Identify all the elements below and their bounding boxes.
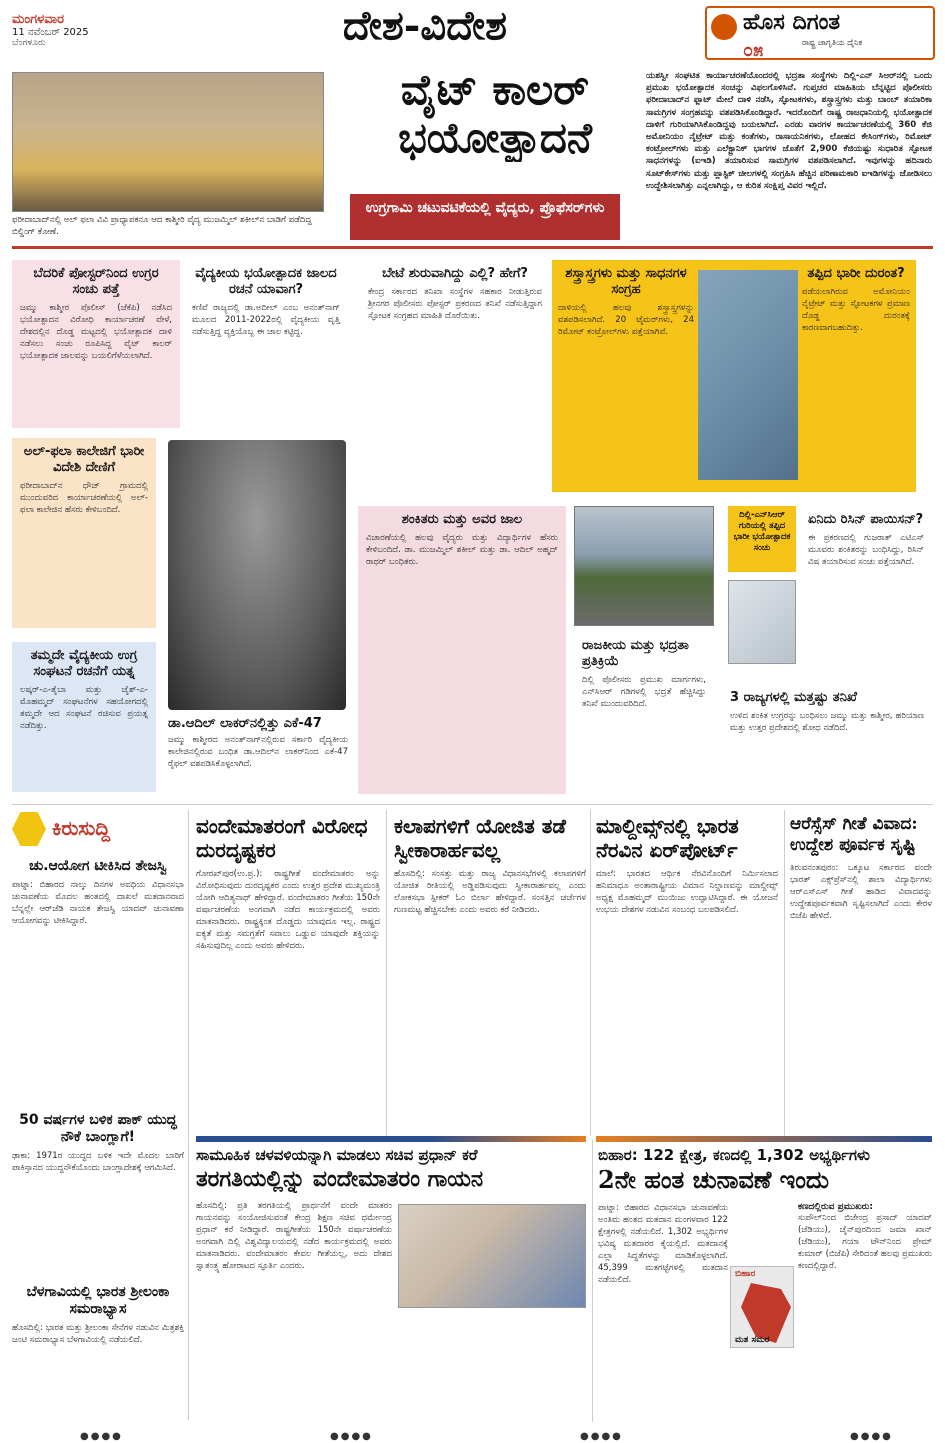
story-kalapani-title: ಕಲಾಪಗಳಿಗೆ ಯೋಜಿತ ತಡೆ ಸ್ವೀಕಾರಾರ್ಹವಲ್ಲ bbox=[394, 814, 566, 862]
box-miss-text: ಪಡೆಯಲಾಗಿರುವ ಅಮೋನಿಯಂ ನೈಟ್ರೇಟ್ ಮತ್ತು ಸ್ಫೋಟಕಗಳ ಪ್ರಮಾಣ ದೊಡ್ಡ ದುರಂತಕ್ಕೆ ಕಾರಣವಾಗಬಹುದಿತ್ತು. bbox=[802, 287, 910, 333]
reg-mark-2: ●●●● bbox=[330, 1431, 373, 1442]
kirusuddi-item-3-text: ಹೊಸದಿಲ್ಲಿ: ಭಾರತ ಮತ್ತು ಶ್ರೀಲಂಕಾ ಸೇನೆಗಳ ನಡುವಿನ ಮಿತ್ರಶಕ್ತಿ ಜಂಟಿ ಸಮರಾಭ್ಯಾಸ ಬೆಳಗಾವಿಯಲ್ಲಿ ನಡೆಯಲಿದೆ. bbox=[12, 1323, 184, 1345]
box-politics-text: ದಿಲ್ಲಿ ಪೊಲೀಸರು ಪ್ರಮುಖ ಮಾರ್ಗಗಳು, ಎನ್‌ಸಿಆರ್ ಗಡಿಗಳಲ್ಲಿ ಭದ್ರತೆ ಹೆಚ್ಚಿಸಿದ್ದು ತನಿಖೆ ಮುಂದುವರಿದಿದೆ. bbox=[582, 675, 706, 709]
miss-block bbox=[802, 266, 910, 334]
story-vande-opp-text: ಗೋರಖ್‌ಪುರ(ಉ.ಪ್ರ.): ರಾಷ್ಟ್ರಗೀತೆ ವಂದೇಮಾತರಂ ಅನ್ನು ವಿರೋಧಿಸುವುದು ದುರದೃಷ್ಟಕರ ಎಂದು ಉತ್ತರ ಪ್ರದೇಶ ಮುಖ್ಯಮಂತ್ರಿ ಯೋಗಿ ಆದಿತ್ಯನಾಥ್ ಹೇಳಿದ್ದಾರೆ. ವಂದೇಮಾತರಂ ಗೀತೆಯ 150ನೇ ವರ್ಷಾಚರಣೆಯ ಅಂಗವಾಗಿ ನಡೆದ ಕಾರ್ಯಕ್ರಮದಲ್ಲಿ ಅವರು ಮಾತನಾಡಿದರು. ರಾಷ್ಟ್ರಕ್ಕಿಂತ ದೊಡ್ಡದು ಯಾವುದೂ ಇಲ್ಲ. ರಾಷ್ಟ್ರದ ಐಕ್ಯತೆ ಮತ್ತು ಸಮಗ್ರತೆಗೆ ಸವಾಲು ಒಡ್ಡುವ ಯಾವುದೇ ಶಕ್ತಿಯನ್ನು ಸಹಿಸುವುದಿಲ್ಲ ಎಂದು ಅವರು ಹೇಳಿದರು. bbox=[196, 869, 380, 951]
bihar-bar bbox=[596, 1136, 932, 1142]
lead-headline-line-1: ವೈಟ್ ಕಾಲರ್ bbox=[400, 66, 590, 114]
box-posters bbox=[12, 260, 180, 428]
box-alfalah bbox=[12, 438, 156, 628]
kirusuddi-item-2 bbox=[12, 1112, 184, 1246]
bihar-map-label-2: ಮತ ಸಮರ bbox=[735, 1335, 770, 1345]
story-vande-class-line-1: ಸಾಮೂಹಿಕ ಚಳವಳಿಯನ್ನಾಗಿ ಮಾಡಲು ಸಚಿವ ಪ್ರಧಾನ್ ಕರೆ bbox=[196, 1146, 478, 1164]
box-three-states-text: ಉಳಿದ ಶಂಕಿತ ಉಗ್ರರನ್ನು ಬಂಧಿಸಲು ಜಮ್ಮು ಮತ್ತು ಕಾಶ್ಮೀರ, ಹರಿಯಾಣ ಮತ್ತು ಉತ್ತರ ಪ್ರದೇಶದಲ್ಲಿ ಶೋಧ ನಡೆದಿದೆ. bbox=[730, 711, 924, 733]
box-where-title: ಬೇಟೆ ಶುರುವಾಗಿದ್ದು ಎಲ್ಲಿ? ಹೇಗೆ? bbox=[382, 266, 528, 281]
kirusuddi-item-1-title: ಚು.ಆಯೋಗ ಟೀಕಿಸಿದ ತೇಜಸ್ವಿ bbox=[29, 858, 167, 874]
story-maldives-title: ಮಾಲ್ದೀವ್ಸ್‌ನಲ್ಲಿ ಭಾರತ ನೆರವಿನ ಏರ್‌ಪೋರ್ಟ್ bbox=[596, 814, 739, 862]
box-politics-title: ರಾಜಕೀಯ ಮತ್ತು ಭದ್ರತಾ ಪ್ರತಿಕ್ರಿಯೆ bbox=[582, 638, 689, 669]
story-vande-opp bbox=[196, 814, 380, 1136]
kirusuddi-label: ಕಿರುಸುದ್ದಿ bbox=[52, 816, 111, 840]
box-alfalah-title: ಅಲ್-ಫಲಾ ಕಾಲೇಜಿಗೆ ಭಾರೀ ವಿದೇಶಿ ದೇಣಿಗೆ bbox=[23, 444, 145, 475]
col-rule-2 bbox=[386, 810, 387, 1136]
kirusuddi-banner bbox=[12, 812, 187, 852]
box-doctors bbox=[12, 642, 156, 792]
story-rss-title: ಆರೆಸ್ಸೆಸ್ ಗೀತೆ ವಿವಾದ: ಉದ್ದೇಶ ಪೂರ್ವಕ ಸೃಷ್ಟಿ bbox=[790, 814, 918, 855]
story-vande-class-text: ಹೊಸದಿಲ್ಲಿ: ಪ್ರತಿ ತರಗತಿಯಲ್ಲಿ ಪ್ರಾರ್ಥನೆಗೆ ವಂದೇ ಮಾತರಂ ಗಾಯನವನ್ನು ಸಂಯೋಜಿಸುವಂತೆ ಕೇಂದ್ರ ಶಿಕ್ಷಣ ಸಚಿವ ಧರ್ಮೇಂದ್ರ ಪ್ರಧಾನ್ ಕರೆ ನೀಡಿದ್ದಾರೆ. ರಾಷ್ಟ್ರಗೀತೆಯ 150ನೇ ವರ್ಷಾಚರಣೆಯ ಅಂಗವಾಗಿ ದಿಲ್ಲಿ ವಿಶ್ವವಿದ್ಯಾಲಯದಲ್ಲಿ ನಡೆದ ಕಾರ್ಯಕ್ರಮದಲ್ಲಿ ಅವರು ಮಾತನಾಡಿದರು. ವಂದೇಮಾತರಂ ಕೇವಲ ಗೀತೆಯಲ್ಲ, ಅದು ದೇಶದ ಸ್ವಾತಂತ್ರ್ಯ ಹೋರಾಟದ ಸ್ಫೂರ್ತಿ ಎಂದರು. bbox=[196, 1201, 392, 1271]
divider bbox=[12, 246, 933, 249]
box-three-states-title: 3 ರಾಜ್ಯಗಳಲ್ಲಿ ಮತ್ತಷ್ಟು ತನಿಖೆ bbox=[730, 690, 857, 705]
box-ricin-title: ಏನಿದು ರಿಸಿನ್ ಪಾಯಿಸನ್? bbox=[808, 512, 924, 527]
story-bihar-text: ಪಾಟ್ನಾ: ಬಿಹಾರದ ವಿಧಾನಸಭಾ ಚುನಾವಣೆಯ ಅಂತಿಮ ಹಂತದ ಮತದಾನ ಮಂಗಳವಾರ 122 ಕ್ಷೇತ್ರಗಳಲ್ಲಿ ನಡೆಯಲಿದೆ. 1,302 ಅಭ್ಯರ್ಥಿಗಳ ಭವಿಷ್ಯ ಮತದಾರರ ಕೈಯಲ್ಲಿದೆ. ಮತದಾನಕ್ಕೆ ಎಲ್ಲಾ ಸಿದ್ಧತೆಗಳನ್ನು ಮಾಡಿಕೊಳ್ಳಲಾಗಿದೆ. 45,399 ಮತಗಟ್ಟೆಗಳಲ್ಲಿ ಮತದಾನ ನಡೆಯಲಿದೆ. bbox=[598, 1203, 728, 1285]
col-rule-5 bbox=[592, 1140, 593, 1422]
bihar-map-shape bbox=[741, 1283, 791, 1343]
date-block bbox=[12, 12, 172, 48]
box-weapons-title: ಶಸ್ತ್ರಾಸ್ತ್ರಗಳು ಮತ್ತು ಸಾಧನಗಳ ಸಂಗ್ರಹ bbox=[565, 266, 687, 297]
story-rss-text: ತಿರುವನಂತಪುರಂ: ಒಕ್ಕೂಟ ಸರ್ಕಾರದ ವಂದೇ ಭಾರತ್ ಎಕ್ಸ್‌ಪ್ರೆಸ್‌ನಲ್ಲಿ ಶಾಲಾ ವಿದ್ಯಾರ್ಥಿಗಳು ಆರ್‌ಎಸ್‌ಎಸ್ ಗೀತೆ ಹಾಡಿದ ವಿವಾದವನ್ನು ಉದ್ದೇಶಪೂರ್ವಕವಾಗಿ ಸೃಷ್ಟಿಸಲಾಗಿದೆ ಎಂದು ಕೇರಳ ಬಿಜೆಪಿ ಹೇಳಿದೆ. bbox=[790, 863, 932, 921]
box-where-text: ಕೇಂದ್ರ ಸರ್ಕಾರದ ತನಿಖಾ ಸಂಸ್ಥೆಗಳ ಸಹಕಾರ ನೀಡುತ್ತಿರುವ ಶ್ರೀನಗರ ಪೊಲೀಸರು ಪೋಸ್ಟರ್ ಪ್ರಕರಣದ ತನಿಖೆ ನಡೆಸುತ್ತಿದ್ದಾಗ ಸ್ಫೋಟಕ ಸಂಗ್ರಹದ ಮಾಹಿತಿ ದೊರೆಯಿತು. bbox=[368, 287, 542, 321]
box-weapons-text: ದಾಳಿಯಲ್ಲಿ ಹಲವು ಶಸ್ತ್ರಾಸ್ತ್ರಗಳನ್ನು ವಶಪಡಿಸಲಾಗಿದೆ. 20 ಟೈಮರ್‌ಗಳು, 24 ರಿಮೋಟ್ ಕಂಟ್ರೋಲ್‌ಗಳು ಪತ್ತೆಯಾಗಿವೆ. bbox=[558, 303, 694, 337]
registration-marks bbox=[0, 1428, 945, 1443]
story-rss bbox=[790, 814, 932, 1136]
box-network bbox=[184, 260, 348, 428]
story-vande-class-line-2: ತರಗತಿಯಲ್ಲಿನ್ನು ವಂದೇಮಾತರಂ ಗಾಯನ bbox=[196, 1166, 484, 1192]
date: 11 ನವೆಂಬರ್ 2025 bbox=[12, 27, 89, 38]
silhouette-caption-block bbox=[168, 716, 348, 770]
day: ಮಂಗಳವಾರ bbox=[12, 12, 65, 27]
story-maldives-text: ಮಾಲೆ: ಭಾರತದ ಆರ್ಥಿಕ ನೆರವಿನೊಂದಿಗೆ ನಿರ್ಮಿಸಲಾದ ಹನಿಮಾಧೂ ಅಂತಾರಾಷ್ಟ್ರೀಯ ವಿಮಾನ ನಿಲ್ದಾಣವನ್ನು ಮಾಲ್ದೀವ್ಸ್ ಅಧ್ಯಕ್ಷ ಮೊಹಮ್ಮದ್ ಮುಯಿಜು ಉದ್ಘಾಟಿಸಿದ್ದಾರೆ. ಈ ಯೋಜನೆ ಉಭಯ ದೇಶಗಳ ನಡುವಿನ ಸಂಬಂಧ ಬಲಪಡಿಸಲಿದೆ. bbox=[596, 869, 778, 915]
building-photo bbox=[12, 72, 324, 212]
box-suspects-text: ವಿಚಾರಣೆಯಲ್ಲಿ ಹಲವು ವೈದ್ಯರು ಮತ್ತು ವಿದ್ಯಾರ್ಥಿಗಳ ಹೆಸರು ಕೇಳಿಬಂದಿದೆ. ಡಾ. ಮುಜಮ್ಮಿಲ್ ಶಕೀಲ್ ಮತ್ತು ಡಾ. ಆದಿಲ್ ಅಹ್ಮದ್ ರಾಥರ್ ಬಂಧಿತರು. bbox=[366, 533, 558, 567]
paper-logo bbox=[705, 6, 935, 60]
box-politics bbox=[574, 632, 714, 790]
weapons-text-block bbox=[558, 266, 694, 338]
col-rule-1 bbox=[188, 810, 189, 1420]
lead-headline bbox=[350, 66, 640, 162]
logo-icon bbox=[711, 14, 737, 40]
story-maldives bbox=[596, 814, 778, 1136]
lead-intro: ಯಶಸ್ವೀ ಸಂಘಟಿತ ಕಾರ್ಯಾಚರಣೆಯೊಂದರಲ್ಲಿ ಭದ್ರತಾ ಸಂಸ್ಥೆಗಳು ದಿಲ್ಲಿ-ಎನ್ ಸಿಆರ್‌ನಲ್ಲಿ ಒಂದು ಪ್ರಮುಖ ಭಯೋತ್ಪಾದಕ ಸಂಚನ್ನು ವಿಫಲಗೊಳಿಸಿವೆ. ಗುಪ್ತಚರ ಮಾಹಿತಿಯ ಬೆನ್ನಟ್ಟಿದ ಪೊಲೀಸರು ಫರೀದಾಬಾದ್‌ನ ಫ್ಲಾಟ್ ಮೇಲೆ ದಾಳಿ ನಡೆಸಿ, ಸ್ಫೋಟಕಗಳು, ಶಸ್ತ್ರಾಸ್ತ್ರಗಳು ಮತ್ತು ಬಾಂಬ್ ತಯಾರಿಕಾ ಸಾಮಗ್ರಿಗಳ ಸಂಗ್ರಹವನ್ನು ವಶಪಡಿಸಿಕೊಂಡಿದ್ದಾರೆ. ಇದರೊಂದಿಗೆ ರಾಷ್ಟ್ರ ರಾಜಧಾನಿಯಲ್ಲಿ ಭಯೋತ್ಪಾದಕ ದಾಳಿಗೆ ಗುರಿಯಾಗಿಸಿಕೊಂಡಿದ್ದವು ಬಯಲಾಗಿದೆ. ಎರಡು ವಾರಗಳ ಕಾರ್ಯಾಚರಣೆಯಲ್ಲಿ 360 ಕೆಜಿ ಅಮೋನಿಯಂ ನೈಟ್ರೇಟ್ ಮತ್ತು ಕಂತೆಗಳು, ರಾಸಾಯನಿಕಗಳು, ಲೋಹದ ಕೇಸಿಂಗ್‌ಗಳು, ರಿಮೋಟ್ ಕಂಟ್ರೋಲ್‌ಗಳು ಮತ್ತು ಎಲೆಕ್ಟ್ರಾನಿಕ್ ಭಾಗಗಳ ಜೊತೆಗೆ 2,900 ಕೆಜಿಯಷ್ಟು ಸುಧಾರಿತ ಸ್ಫೋಟಕ ಸಾಧನಗಳನ್ನು (ಐಇಡಿ) ತಯಾರಿಸುವ ಸಾಮಗ್ರಿಗಳ ವಶಪಡಿಸಲಾಗಿದೆ. ಇವುಗಳನ್ನು ಹದಿನಾರು ಸೂಟ್‌ಕೇಸ್‌ಗಳು ಮತ್ತು ಪ್ಲಾಸ್ಟಿಕ್ ಚೀಲಗಳಲ್ಲಿ ಸಂಗ್ರಹಿಸಿ ಹೆಚ್ಚಿನ ಪರಿಣಾಮಕಾರಿ ಐಇಡಿಗಳನ್ನು ಜೋಡಿಸಲು ಉದ್ದೇಶಿಸಲಾಗಿತ್ತು ಎನ್ನಲಾಗಿದ್ದು, ಆ ಕುರಿತ ಸಂಕ್ಷಿಪ್ತ ವಿವರ ಇಲ್ಲಿದೆ. bbox=[646, 71, 932, 191]
box-ricin-text: ಈ ಪ್ರಕರಣದಲ್ಲಿ ಗುಜರಾತ್ ಎಟಿಎಸ್ ಮೂವರು ಶಂಕಿತರನ್ನು ಬಂಧಿಸಿದ್ದು, ರಿಸಿನ್ ವಿಷ ತಯಾರಿಸುವ ಸಂಚು ಪತ್ತೆಯಾಗಿದೆ. bbox=[808, 533, 924, 567]
candidates-block bbox=[798, 1202, 932, 1420]
box-doctors-text: ಲಷ್ಕರ್-ಎ-ತೈಬಾ ಮತ್ತು ಜೈಶ್-ಎ-ಮೊಹಮ್ಮದ್ ಸಂಘಟನೆಗಳ ಸಹಯೋಗದಲ್ಲಿ ತಮ್ಮದೇ ಆದ ಸಂಘಟನೆ ರಚಿಸುವ ಪ್ರಯತ್ನ ನಡೆದಿತ್ತು. bbox=[20, 685, 148, 731]
box-posters-text: ಜಮ್ಮು ಕಾಶ್ಮೀರ ಪೊಲೀಸ್ (ಜೆಕೆಪಿ) ನಡೆಸಿದ ಭಯೋತ್ಪಾದನ ವಿರೋಧಿ ಕಾರ್ಯಾಚರಣೆ ವೇಳೆ, ದೇಶದಲ್ಲಿನ ದೊಡ್ಡ ಮಟ್ಟದಲ್ಲಿ ಭಯೋತ್ಪಾದಕ ದಾಳಿ ನಡೆಸಲು ಸಂಚು ರೂಪಿಸಿದ್ದ ವೈಟ್ ಕಾಲರ್ ಭಯೋತ್ಪಾದಕ ಜಾಲವನ್ನು ಬಯಲಿಗೆಳೆಯಲಾಗಿದೆ. bbox=[20, 303, 172, 361]
minister-photo bbox=[398, 1204, 586, 1308]
kirusuddi-item-3-title: ಬೆಳಗಾವಿಯಲ್ಲಿ ಭಾರತ ಶ್ರೀಲಂಕಾ ಸಮರಾಭ್ಯಾಸ bbox=[26, 1284, 170, 1317]
box-where bbox=[360, 260, 550, 496]
story-bihar-line-1: ಬಿಹಾರ: 122 ಕ್ಷೇತ್ರ, ಕಣದಲ್ಲಿ 1,302 ಅಭ್ಯರ್ಥಿಗಳು bbox=[598, 1146, 870, 1164]
reg-mark-1: ●●●● bbox=[80, 1431, 123, 1442]
silhouette-photo bbox=[168, 440, 346, 710]
story-vande-opp-title: ವಂದೇಮಾತರಂಗೆ ವಿರೋಧ ದುರದೃಷ್ಟಕರ bbox=[196, 814, 368, 862]
candidates-label: ಕಣದಲ್ಲಿರುವ ಪ್ರಮುಖರು: bbox=[798, 1202, 873, 1212]
box-weapons bbox=[552, 260, 916, 492]
box-suspects-title: ಶಂಕಿತರು ಮತ್ತು ಅವರ ಜಾಲ bbox=[401, 512, 523, 527]
row-divider bbox=[12, 804, 933, 805]
box-alfalah-text: ಫರೀದಾಬಾದ್‌ನ ಧೌಜ್ ಗ್ರಾಮದಲ್ಲಿ ಮುಂದುವರಿದ ಕಾರ್ಯಾಚರಣೆಯಲ್ಲಿ ಅಲ್-ಫಲಾ ಕಾಲೇಜಿನ ಹೆಸರು ಕೇಳಿಬಂದಿದೆ. bbox=[20, 481, 148, 515]
section-title: ದೇಶ-ವಿದೇಶ bbox=[342, 2, 508, 49]
paper-tagline: ರಾಷ್ಟ್ರ ಜಾಗೃತಿಯ ದೈನಿಕ bbox=[802, 38, 863, 47]
box-ricin bbox=[800, 506, 932, 680]
box-suspects bbox=[358, 506, 566, 794]
bihar-map-label-1: ಬಿಹಾರ bbox=[735, 1269, 756, 1279]
bihar-map bbox=[730, 1266, 794, 1348]
story-kalapani-text: ಹೊಸದಿಲ್ಲಿ: ಸಂಸತ್ತು ಮತ್ತು ರಾಜ್ಯ ವಿಧಾನಸಭೆಗಳಲ್ಲಿ ಕಲಾಪಗಳಿಗೆ ಯೋಜಿತ ರೀತಿಯಲ್ಲಿ ಅಡ್ಡಿಪಡಿಸುವುದು ಸ್ವೀಕಾರಾರ್ಹವಲ್ಲ ಎಂದು ಲೋಕಸಭಾ ಸ್ಪೀಕರ್ ಓಂ ಬಿರ್ಲಾ ಹೇಳಿದ್ದಾರೆ. ಸಂಸತ್ತಿನ ಚರ್ಚೆಗಳ ಗುಣಮಟ್ಟ ಹೆಚ್ಚಿಸಬೇಕು ಎಂದು ಅವರು ಕರೆ ನೀಡಿದರು. bbox=[394, 869, 586, 915]
story-vande-class bbox=[196, 1146, 586, 1193]
col-rule-3 bbox=[590, 810, 591, 1136]
kirusuddi-item-2-title: 50 ವರ್ಷಗಳ ಬಳಿಕ ಪಾಕ್ ಯುದ್ಧ ನೌಕೆ ಬಾಂಗ್ಲಾಗೆ! bbox=[19, 1112, 177, 1145]
kirusuddi-icon bbox=[12, 812, 46, 846]
silhouette-caption: ಡಾ.ಆದಿಲ್ ಲಾಕರ್‌ನಲ್ಲಿತ್ತು ಎಕೆ-47 bbox=[168, 716, 322, 731]
kirusuddi-item-2-text: ಢಾಕಾ: 1971ರ ಯುದ್ಧದ ಬಳಿಕ ಇದೇ ಮೊದಲ ಬಾರಿಗೆ ಪಾಕಿಸ್ತಾನದ ಯುದ್ಧನೌಕೆಯೊಂದು ಬಾಂಗ್ಲಾದೇಶಕ್ಕೆ ಆಗಮಿಸಿದೆ. bbox=[12, 1151, 184, 1173]
story-bihar bbox=[598, 1146, 932, 1195]
box-network-title: ವೈದ್ಯಕೀಯ ಭಯೋತ್ಪಾದಕ ಜಾಲದ ರಚನೆ ಯಾವಾಗ? bbox=[195, 266, 337, 297]
story-bihar-line-2: 2ನೇ ಹಂತ ಚುನಾವಣೆ ಇಂದು bbox=[598, 1165, 830, 1194]
box-three-states bbox=[722, 684, 932, 794]
city: ಬೆಂಗಳೂರು bbox=[12, 38, 46, 48]
lead-subhead: ಉಗ್ರಗಾಮಿ ಚಟುವಟಿಕೆಯಲ್ಲಿ ವೈದ್ಯರು, ಪ್ರೊಫೆಸರ್‌ಗಳು bbox=[350, 194, 620, 240]
reg-mark-4: ●●●● bbox=[850, 1431, 893, 1442]
weapons-photo bbox=[698, 270, 798, 480]
reg-mark-3: ●●●● bbox=[580, 1431, 623, 1442]
lead-headline-line-2: ಭಯೋತ್ಪಾದನೆ bbox=[398, 113, 592, 162]
kirusuddi-item-1-text: ಪಾಟ್ನಾ: ಬಿಹಾರದ ನಾಲ್ಕು ದಿನಗಳ ಅವಧಿಯ ವಿಧಾನಸಭಾ ಚುನಾವಣೆಯ ಮೊದಲ ಹಂತದಲ್ಲಿ ದಾಖಲೆ ಮತದಾನವಾದ ಬೆನ್ನಲ್ಲೇ ಆರ್‌ಜೆಡಿ ನಾಯಕ ತೇಜಸ್ವಿ ಯಾದವ್ ಚುನಾವಣಾ ಆಯೋಗವನ್ನು ಟೀಕಿಸಿದ್ದಾರೆ. bbox=[12, 880, 184, 926]
pistol-photo bbox=[728, 580, 796, 664]
kirusuddi-item-3 bbox=[12, 1284, 184, 1422]
masthead bbox=[0, 0, 945, 64]
security-photo bbox=[574, 506, 714, 626]
box-doctors-title: ತಮ್ಮದೇ ವೈದ್ಯಕೀಯ ಉಗ್ರ ಸಂಘಟನೆ ರಚನೆಗೆ ಯತ್ನ bbox=[30, 648, 138, 679]
col-rule-4 bbox=[784, 810, 785, 1136]
silhouette-text: ಜಮ್ಮು ಕಾಶ್ಮೀರದ ಅನಂತ್‌ನಾಗ್‌ನಲ್ಲಿರುವ ಸರ್ಕಾರಿ ವೈದ್ಯಕೀಯ ಕಾಲೇಜಿನಲ್ಲಿರುವ ಬಂಧಿತ ಡಾ.ಆದಿಲ್‌ನ ಲಾಕರ್‌ನಿಂದ ಎಕೆ-47 ರೈಫಲ್ ವಶಪಡಿಸಿಕೊಳ್ಳಲಾಗಿದೆ. bbox=[168, 735, 348, 769]
page-number: ೦೫ bbox=[743, 40, 764, 60]
box-network-text: ಕಣಿವೆ ರಾಜ್ಯದಲ್ಲಿ ಡಾ.ಅದೀಲ್ ಎಂಬ ಅನಂತ್‌ನಾಗ್ ಮೂಲದ 2011-2022ರಲ್ಲಿ ವೈದ್ಯಕೀಯ ವೃತ್ತಿ ನಡೆಸುತ್ತಿದ್ದ ವ್ಯಕ್ತಿಯೊಬ್ಬ ಈ ಜಾಲ ಕಟ್ಟಿದ್ದ. bbox=[192, 303, 340, 337]
box-miss-title: ತಪ್ಪಿದ ಭಾರೀ ದುರಂತ? bbox=[807, 266, 905, 281]
paper-name: ಹೊಸ ದಿಗಂತ bbox=[743, 10, 841, 35]
box-posters-title: ಬೆದರಿಕೆ ಪೋಸ್ಟರ್‌ನಿಂದ ಉಗ್ರರ ಸಂಚು ಪತ್ತೆ bbox=[33, 266, 159, 297]
candidates-text: ಸುಪೌಲ್‌ನಿಂದ ಬಿಜೇಂದ್ರ ಪ್ರಸಾದ್ ಯಾದವ್ (ಜೆಡಿಯು), ಚೈನ್‌ಪುರದಿಂದ ಜಮಾ ಖಾನ್ (ಜೆಡಿಯು), ಗಯಾ ಟೌನ್‌ನಿಂದ ಪ್ರೇಮ್ ಕುಮಾರ್ (ಬಿಜೆಪಿ) ಸೇರಿದಂತೆ ಹಲವು ಪ್ರಮುಖರು ಕಣದಲ್ಲಿದ್ದಾರೆ. bbox=[798, 1213, 932, 1271]
story-kalapani bbox=[394, 814, 586, 1136]
vande-bar bbox=[196, 1136, 586, 1142]
photo-caption: ಫರೀದಾಬಾದ್‌ನಲ್ಲಿ ಅಲ್ ಫಲಾ ವಿವಿ ಪ್ರಾಧ್ಯಾಪಕನೂ ಆದ ಕಾಶ್ಮೀರಿ ವೈದ್ಯ ಮುಜಮ್ಮಿಲ್ ಶಕೀಲ್‌ನ ಬಾಡಿಗೆ ಪಡೆದಿದ್ದ ಬಿಲ್ಡಿಂಗ್ ಕೋಣೆ. bbox=[12, 215, 312, 237]
kirusuddi-item-1 bbox=[12, 858, 184, 1089]
delhi-tag: ದಿಲ್ಲಿ-ಎನ್‌ಸಿಆರ್ ಗುರಿಯಲ್ಲಿ ತಪ್ಪಿದ ಭಾರೀ ಭಯೋತ್ಪಾದಕ ಸಂಚು bbox=[728, 506, 796, 572]
